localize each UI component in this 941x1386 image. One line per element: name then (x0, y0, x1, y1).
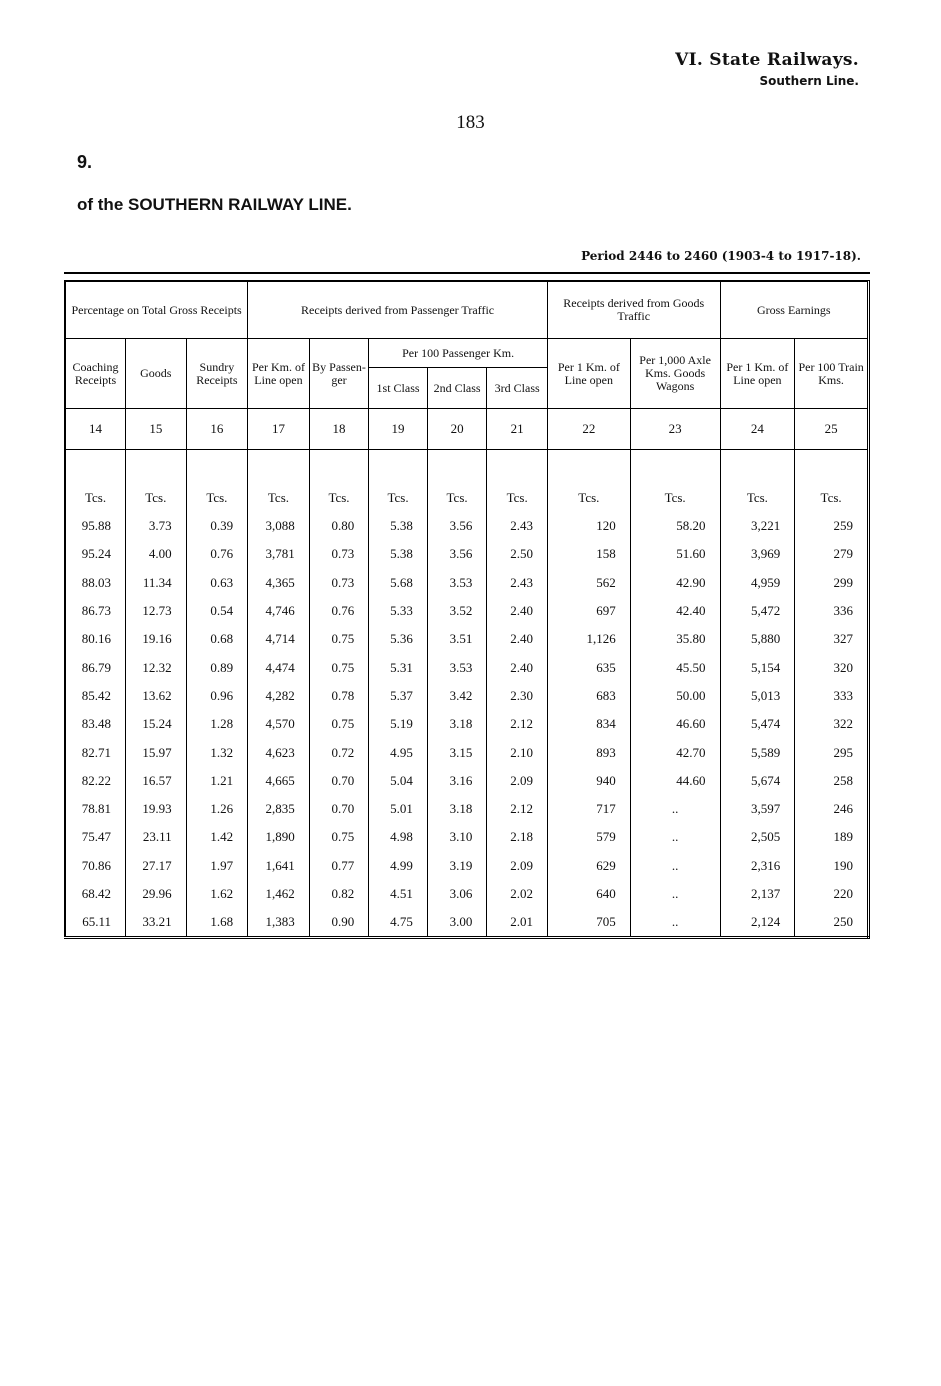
table-row (65, 738, 869, 766)
table-cell: 4,570 (248, 710, 310, 738)
column-number: 20 (427, 409, 487, 450)
table-cell: 250 (795, 908, 869, 938)
table-cell: 2.18 (487, 823, 548, 851)
table-cell: 0.75 (309, 710, 369, 738)
table-cell: 4,714 (248, 625, 310, 653)
table-cell: 0.73 (309, 540, 369, 568)
table-cell: 23.11 (126, 823, 187, 851)
table-cell: 2.30 (487, 682, 548, 710)
table-cell: 0.54 (186, 597, 248, 625)
statistics-table-wrapper (64, 272, 870, 939)
table-cell: 4,365 (248, 569, 310, 597)
table-cell: 5.01 (369, 795, 428, 823)
group-gross-earnings: Gross Earnings (720, 282, 868, 339)
table-cell: 2.40 (487, 597, 548, 625)
table-cell: 12.32 (126, 653, 187, 681)
table-cell: 0.75 (309, 625, 369, 653)
header-1st-class: 1st Class (369, 368, 428, 409)
table-cell: 51.60 (630, 540, 720, 568)
table-cell: 3.06 (427, 880, 487, 908)
column-number: 25 (795, 409, 869, 450)
table-cell: 2.40 (487, 625, 548, 653)
table-cell: 5.31 (369, 653, 428, 681)
table-cell: 2.10 (487, 738, 548, 766)
table-cell: 3.53 (427, 569, 487, 597)
header-per-km-line: Per Km. of Line open (248, 339, 310, 409)
group-percentage: Percentage on Total Gross Receipts (65, 282, 248, 339)
table-cell: 2,316 (720, 852, 795, 880)
table-cell: 3.56 (427, 540, 487, 568)
table-cell: 85.42 (65, 682, 126, 710)
table-cell: 1.62 (186, 880, 248, 908)
column-number: 24 (720, 409, 795, 450)
table-cell: 0.75 (309, 823, 369, 851)
table-cell: .. (630, 908, 720, 938)
table-cell: 299 (795, 569, 869, 597)
table-cell: 0.89 (186, 653, 248, 681)
table-cell: 0.76 (186, 540, 248, 568)
table-cell: 0.70 (309, 795, 369, 823)
table-cell: 13.62 (126, 682, 187, 710)
table-cell: 259 (795, 512, 869, 540)
table-cell: 4,665 (248, 767, 310, 795)
table-row (65, 682, 869, 710)
table-number: 9. (77, 152, 93, 172)
table-cell: 70.86 (65, 852, 126, 880)
table-cell: 3,969 (720, 540, 795, 568)
table-cell: 5.68 (369, 569, 428, 597)
table-cell: 1.28 (186, 710, 248, 738)
table-cell: 258 (795, 767, 869, 795)
table-cell: 15.97 (126, 738, 187, 766)
table-cell: 3.16 (427, 767, 487, 795)
table-cell: 82.22 (65, 767, 126, 795)
table-cell: 5.33 (369, 597, 428, 625)
table-cell: 940 (547, 767, 630, 795)
table-cell: 2.01 (487, 908, 548, 938)
group-passenger-receipts: Receipts derived from Passenger Traffic (248, 282, 548, 339)
header-by-passenger: By Passen- ger (309, 339, 369, 409)
table-cell: 3.15 (427, 738, 487, 766)
table-cell: 5,589 (720, 738, 795, 766)
data-rows (65, 512, 869, 938)
table-cell: 1.32 (186, 738, 248, 766)
table-row (65, 908, 869, 938)
table-cell: 336 (795, 597, 869, 625)
column-number: 21 (487, 409, 548, 450)
table-cell: 3.51 (427, 625, 487, 653)
table-cell: 95.88 (65, 512, 126, 540)
column-number: 17 (248, 409, 310, 450)
table-cell: 2.02 (487, 880, 548, 908)
table-row (65, 540, 869, 568)
table-cell: 2.43 (487, 512, 548, 540)
table-cell: 1.42 (186, 823, 248, 851)
statistics-table (64, 281, 870, 939)
table-cell: 320 (795, 653, 869, 681)
table-row (65, 823, 869, 851)
running-header (675, 50, 859, 88)
unit-label: Tcs. (427, 484, 487, 512)
table-cell: 3,221 (720, 512, 795, 540)
table-cell: 3.56 (427, 512, 487, 540)
header-2nd-class: 2nd Class (427, 368, 487, 409)
table-cell: 50.00 (630, 682, 720, 710)
table-subtitle: of the SOUTHERN RAILWAY LINE. (77, 195, 352, 214)
table-cell: 327 (795, 625, 869, 653)
table-cell: 5,474 (720, 710, 795, 738)
table-cell: .. (630, 795, 720, 823)
table-cell: 5.19 (369, 710, 428, 738)
table-cell: 5.04 (369, 767, 428, 795)
table-cell: 46.60 (630, 710, 720, 738)
table-cell: 4.51 (369, 880, 428, 908)
table-cell: 705 (547, 908, 630, 938)
table-cell: 629 (547, 852, 630, 880)
table-cell: 4.98 (369, 823, 428, 851)
header-goods: Goods (126, 339, 187, 409)
table-cell: 3.52 (427, 597, 487, 625)
table-cell: 4,282 (248, 682, 310, 710)
line-name: Southern Line. (759, 74, 859, 88)
table-cell: 78.81 (65, 795, 126, 823)
table-cell: 5,674 (720, 767, 795, 795)
table-cell: 1,890 (248, 823, 310, 851)
column-number-row (65, 409, 869, 450)
unit-label: Tcs. (186, 484, 248, 512)
table-cell: 893 (547, 738, 630, 766)
table-top-rule (64, 272, 870, 281)
table-cell: 295 (795, 738, 869, 766)
section-title: VI. State Railways. (675, 50, 859, 70)
table-cell: 3.53 (427, 653, 487, 681)
table-cell: 4,623 (248, 738, 310, 766)
table-cell: 4,959 (720, 569, 795, 597)
units-row (65, 484, 869, 512)
header-gross-per-km: Per 1 Km. of Line open (720, 339, 795, 409)
table-cell: 0.72 (309, 738, 369, 766)
table-cell: 1,462 (248, 880, 310, 908)
column-number: 14 (65, 409, 126, 450)
column-number: 18 (309, 409, 369, 450)
group-goods-receipts: Receipts derived from Goods Traffic (547, 282, 720, 339)
unit-label: Tcs. (126, 484, 187, 512)
table-cell: .. (630, 880, 720, 908)
table-cell: 717 (547, 795, 630, 823)
header-3rd-class: 3rd Class (487, 368, 548, 409)
table-cell: 42.70 (630, 738, 720, 766)
table-cell: 16.57 (126, 767, 187, 795)
unit-label: Tcs. (65, 484, 126, 512)
table-cell: 80.16 (65, 625, 126, 653)
table-cell: 189 (795, 823, 869, 851)
table-cell: 158 (547, 540, 630, 568)
table-cell: 683 (547, 682, 630, 710)
table-cell: 0.73 (309, 569, 369, 597)
spacer-row (65, 450, 869, 485)
table-cell: 15.24 (126, 710, 187, 738)
table-cell: 33.21 (126, 908, 187, 938)
table-cell: 0.90 (309, 908, 369, 938)
table-cell: 19.16 (126, 625, 187, 653)
table-cell: 834 (547, 710, 630, 738)
table-cell: 5,880 (720, 625, 795, 653)
table-cell: 2,137 (720, 880, 795, 908)
header-gross-per-train: Per 100 Train Kms. (795, 339, 869, 409)
table-cell: 640 (547, 880, 630, 908)
table-row (65, 852, 869, 880)
table-cell: 88.03 (65, 569, 126, 597)
table-cell: 42.90 (630, 569, 720, 597)
table-cell: 3.42 (427, 682, 487, 710)
table-cell: 1,383 (248, 908, 310, 938)
table-row (65, 767, 869, 795)
table-cell: 83.48 (65, 710, 126, 738)
table-cell: 2,505 (720, 823, 795, 851)
unit-label: Tcs. (630, 484, 720, 512)
unit-label: Tcs. (248, 484, 310, 512)
table-cell: 0.70 (309, 767, 369, 795)
table-cell: 42.40 (630, 597, 720, 625)
table-cell: 5,013 (720, 682, 795, 710)
column-number: 23 (630, 409, 720, 450)
table-cell: 322 (795, 710, 869, 738)
table-cell: 2.12 (487, 710, 548, 738)
period-label: Period 2446 to 2460 (1903-4 to 1917-18). (581, 249, 861, 263)
table-cell: 3.18 (427, 710, 487, 738)
table-cell: 2.43 (487, 569, 548, 597)
table-cell: 333 (795, 682, 869, 710)
table-cell: 220 (795, 880, 869, 908)
table-cell: 635 (547, 653, 630, 681)
table-cell: 45.50 (630, 653, 720, 681)
table-cell: 3.73 (126, 512, 187, 540)
table-cell: 1.21 (186, 767, 248, 795)
table-cell: 1.26 (186, 795, 248, 823)
table-cell: 2.50 (487, 540, 548, 568)
table-cell: .. (630, 852, 720, 880)
header-goods-per-km: Per 1 Km. of Line open (547, 339, 630, 409)
table-cell: 1.68 (186, 908, 248, 938)
table-cell: 0.63 (186, 569, 248, 597)
table-cell: 5,472 (720, 597, 795, 625)
table-cell: 579 (547, 823, 630, 851)
table-cell: 1,641 (248, 852, 310, 880)
unit-label: Tcs. (369, 484, 428, 512)
table-cell: 1,126 (547, 625, 630, 653)
table-row (65, 795, 869, 823)
table-cell: 4.00 (126, 540, 187, 568)
table-cell: 3.18 (427, 795, 487, 823)
table-row (65, 597, 869, 625)
unit-label: Tcs. (487, 484, 548, 512)
table-cell: 65.11 (65, 908, 126, 938)
table-cell: 19.93 (126, 795, 187, 823)
table-cell: 5.38 (369, 540, 428, 568)
table-row (65, 880, 869, 908)
table-cell: 5.38 (369, 512, 428, 540)
header-per-100-passenger-km: Per 100 Passenger Km. (369, 339, 548, 368)
table-cell: 2.09 (487, 852, 548, 880)
table-row (65, 653, 869, 681)
table-cell: 58.20 (630, 512, 720, 540)
table-cell: 3,597 (720, 795, 795, 823)
table-cell: 2.09 (487, 767, 548, 795)
table-cell: 562 (547, 569, 630, 597)
column-number: 19 (369, 409, 428, 450)
table-cell: 27.17 (126, 852, 187, 880)
table-cell: 4.75 (369, 908, 428, 938)
table-cell: 0.75 (309, 653, 369, 681)
table-cell: 0.82 (309, 880, 369, 908)
table-cell: 0.77 (309, 852, 369, 880)
table-cell: 120 (547, 512, 630, 540)
table-cell: 3.00 (427, 908, 487, 938)
table-cell: 4.95 (369, 738, 428, 766)
unit-label: Tcs. (795, 484, 869, 512)
table-cell: 0.96 (186, 682, 248, 710)
table-cell: 5.37 (369, 682, 428, 710)
header-goods-per-axle: Per 1,000 Axle Kms. Goods Wagons (630, 339, 720, 409)
table-cell: 44.60 (630, 767, 720, 795)
table-row (65, 569, 869, 597)
table-cell: 95.24 (65, 540, 126, 568)
table-row (65, 710, 869, 738)
table-cell: 2.12 (487, 795, 548, 823)
table-cell: 5.36 (369, 625, 428, 653)
table-cell: 0.80 (309, 512, 369, 540)
header-coaching: Coaching Receipts (65, 339, 126, 409)
table-cell: 4.99 (369, 852, 428, 880)
table-cell: 5,154 (720, 653, 795, 681)
table-cell: 3,088 (248, 512, 310, 540)
table-cell: 82.71 (65, 738, 126, 766)
table-cell: 3.19 (427, 852, 487, 880)
column-number: 15 (126, 409, 187, 450)
table-cell: 75.47 (65, 823, 126, 851)
column-number: 22 (547, 409, 630, 450)
table-row (65, 625, 869, 653)
table-row (65, 512, 869, 540)
table-cell: 190 (795, 852, 869, 880)
table-cell: 0.68 (186, 625, 248, 653)
unit-label: Tcs. (309, 484, 369, 512)
table-cell: 12.73 (126, 597, 187, 625)
table-cell: 1.97 (186, 852, 248, 880)
table-cell: 86.79 (65, 653, 126, 681)
table-cell: 2,124 (720, 908, 795, 938)
table-cell: 29.96 (126, 880, 187, 908)
table-cell: 3,781 (248, 540, 310, 568)
table-cell: 0.76 (309, 597, 369, 625)
table-cell: 4,474 (248, 653, 310, 681)
unit-label: Tcs. (547, 484, 630, 512)
table-cell: 35.80 (630, 625, 720, 653)
table-cell: 2,835 (248, 795, 310, 823)
table-cell: 2.40 (487, 653, 548, 681)
column-number: 16 (186, 409, 248, 450)
unit-label: Tcs. (720, 484, 795, 512)
table-cell: 246 (795, 795, 869, 823)
table-cell: .. (630, 823, 720, 851)
table-cell: 697 (547, 597, 630, 625)
table-cell: 0.39 (186, 512, 248, 540)
table-cell: 0.78 (309, 682, 369, 710)
table-cell: 3.10 (427, 823, 487, 851)
table-cell: 86.73 (65, 597, 126, 625)
table-cell: 4,746 (248, 597, 310, 625)
table-cell: 68.42 (65, 880, 126, 908)
table-cell: 279 (795, 540, 869, 568)
page-number: 183 (456, 112, 485, 133)
header-sundry: Sundry Receipts (186, 339, 248, 409)
table-cell: 11.34 (126, 569, 187, 597)
